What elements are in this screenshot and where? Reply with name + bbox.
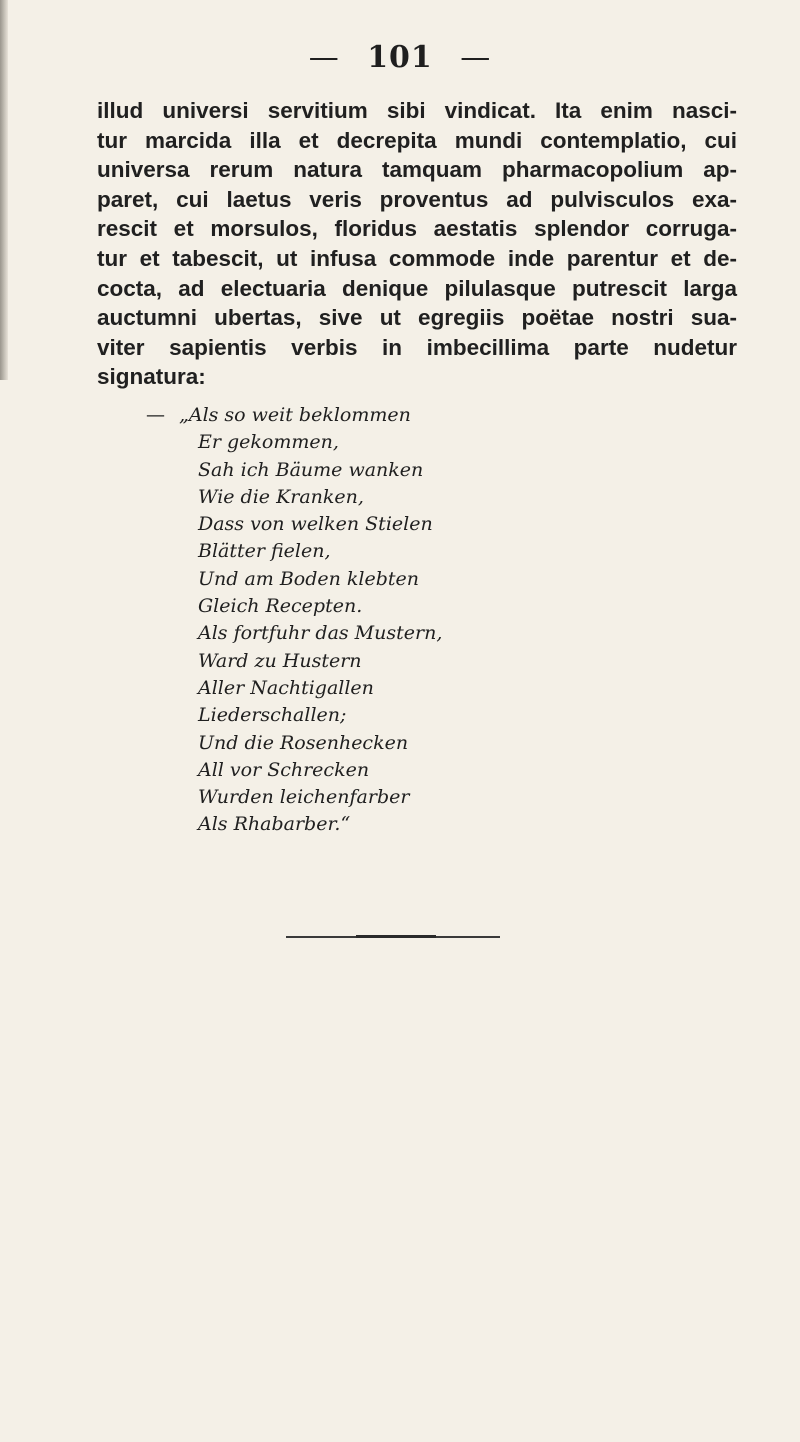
poem-line: Blätter fielen, <box>198 540 331 563</box>
poem-line: Als Rhabarber.“ <box>198 813 351 836</box>
poem-line: Dass von welken Stielen <box>198 513 433 536</box>
german-poem <box>146 402 706 839</box>
poem-line: Ward zu Hustern <box>198 649 362 672</box>
header-dash-right: — <box>460 40 492 75</box>
page-number: 101 <box>367 40 433 75</box>
paragraph-line: rescit et morsulos, floridus aestatis splendor corruga- <box>97 216 737 242</box>
poem-line: Sah ich Bäume wanken <box>198 458 424 481</box>
paragraph-line: viter sapientis verbis in imbecillima parte nudetur <box>97 334 737 360</box>
poem-line: Aller Nachtigallen <box>198 676 374 699</box>
poem-line: Wurden leichenfarber <box>198 786 410 809</box>
paragraph-line: auctumni ubertas, sive ut egregiis poëtae nostri sua- <box>97 305 737 331</box>
latin-paragraph <box>97 96 737 392</box>
paragraph-line: signatura: <box>97 364 206 390</box>
paragraph-line: illud universi servitium sibi vindicat. Ita enim nasci- <box>97 98 737 123</box>
poem-lead-dash: — <box>146 404 165 426</box>
section-divider-rule <box>286 936 500 938</box>
paragraph-line: paret, cui laetus veris proventus ad pulvisculos exa- <box>97 186 737 212</box>
poem-line: Liederschallen; <box>198 704 347 727</box>
header-dash-left: — <box>308 40 340 75</box>
poem-line: Und die Rosenhecken <box>198 731 409 754</box>
poem-line-text: „Als so weit beklommen <box>179 404 411 426</box>
paragraph-line: universa rerum natura tamquam pharmacopolium ap- <box>97 157 737 183</box>
paragraph-line: tur marcida illa et decrepita mundi contemplatio, cui <box>97 127 737 153</box>
poem-line: Als fortfuhr das Mustern, <box>198 622 443 645</box>
paragraph-line: cocta, ad electuaria denique pilulasque putrescit larga <box>97 275 737 301</box>
poem-line: Wie die Kranken, <box>198 485 364 508</box>
page-header <box>0 40 800 75</box>
paragraph-line: tur et tabescit, ut infusa commode inde parentur et de- <box>97 245 737 271</box>
poem-line <box>146 402 706 429</box>
poem-line: Und am Boden klebten <box>198 567 420 590</box>
poem-line: Er gekommen, <box>198 431 339 454</box>
poem-line: All vor Schrecken <box>198 758 370 781</box>
poem-line: Gleich Recepten. <box>198 595 363 618</box>
